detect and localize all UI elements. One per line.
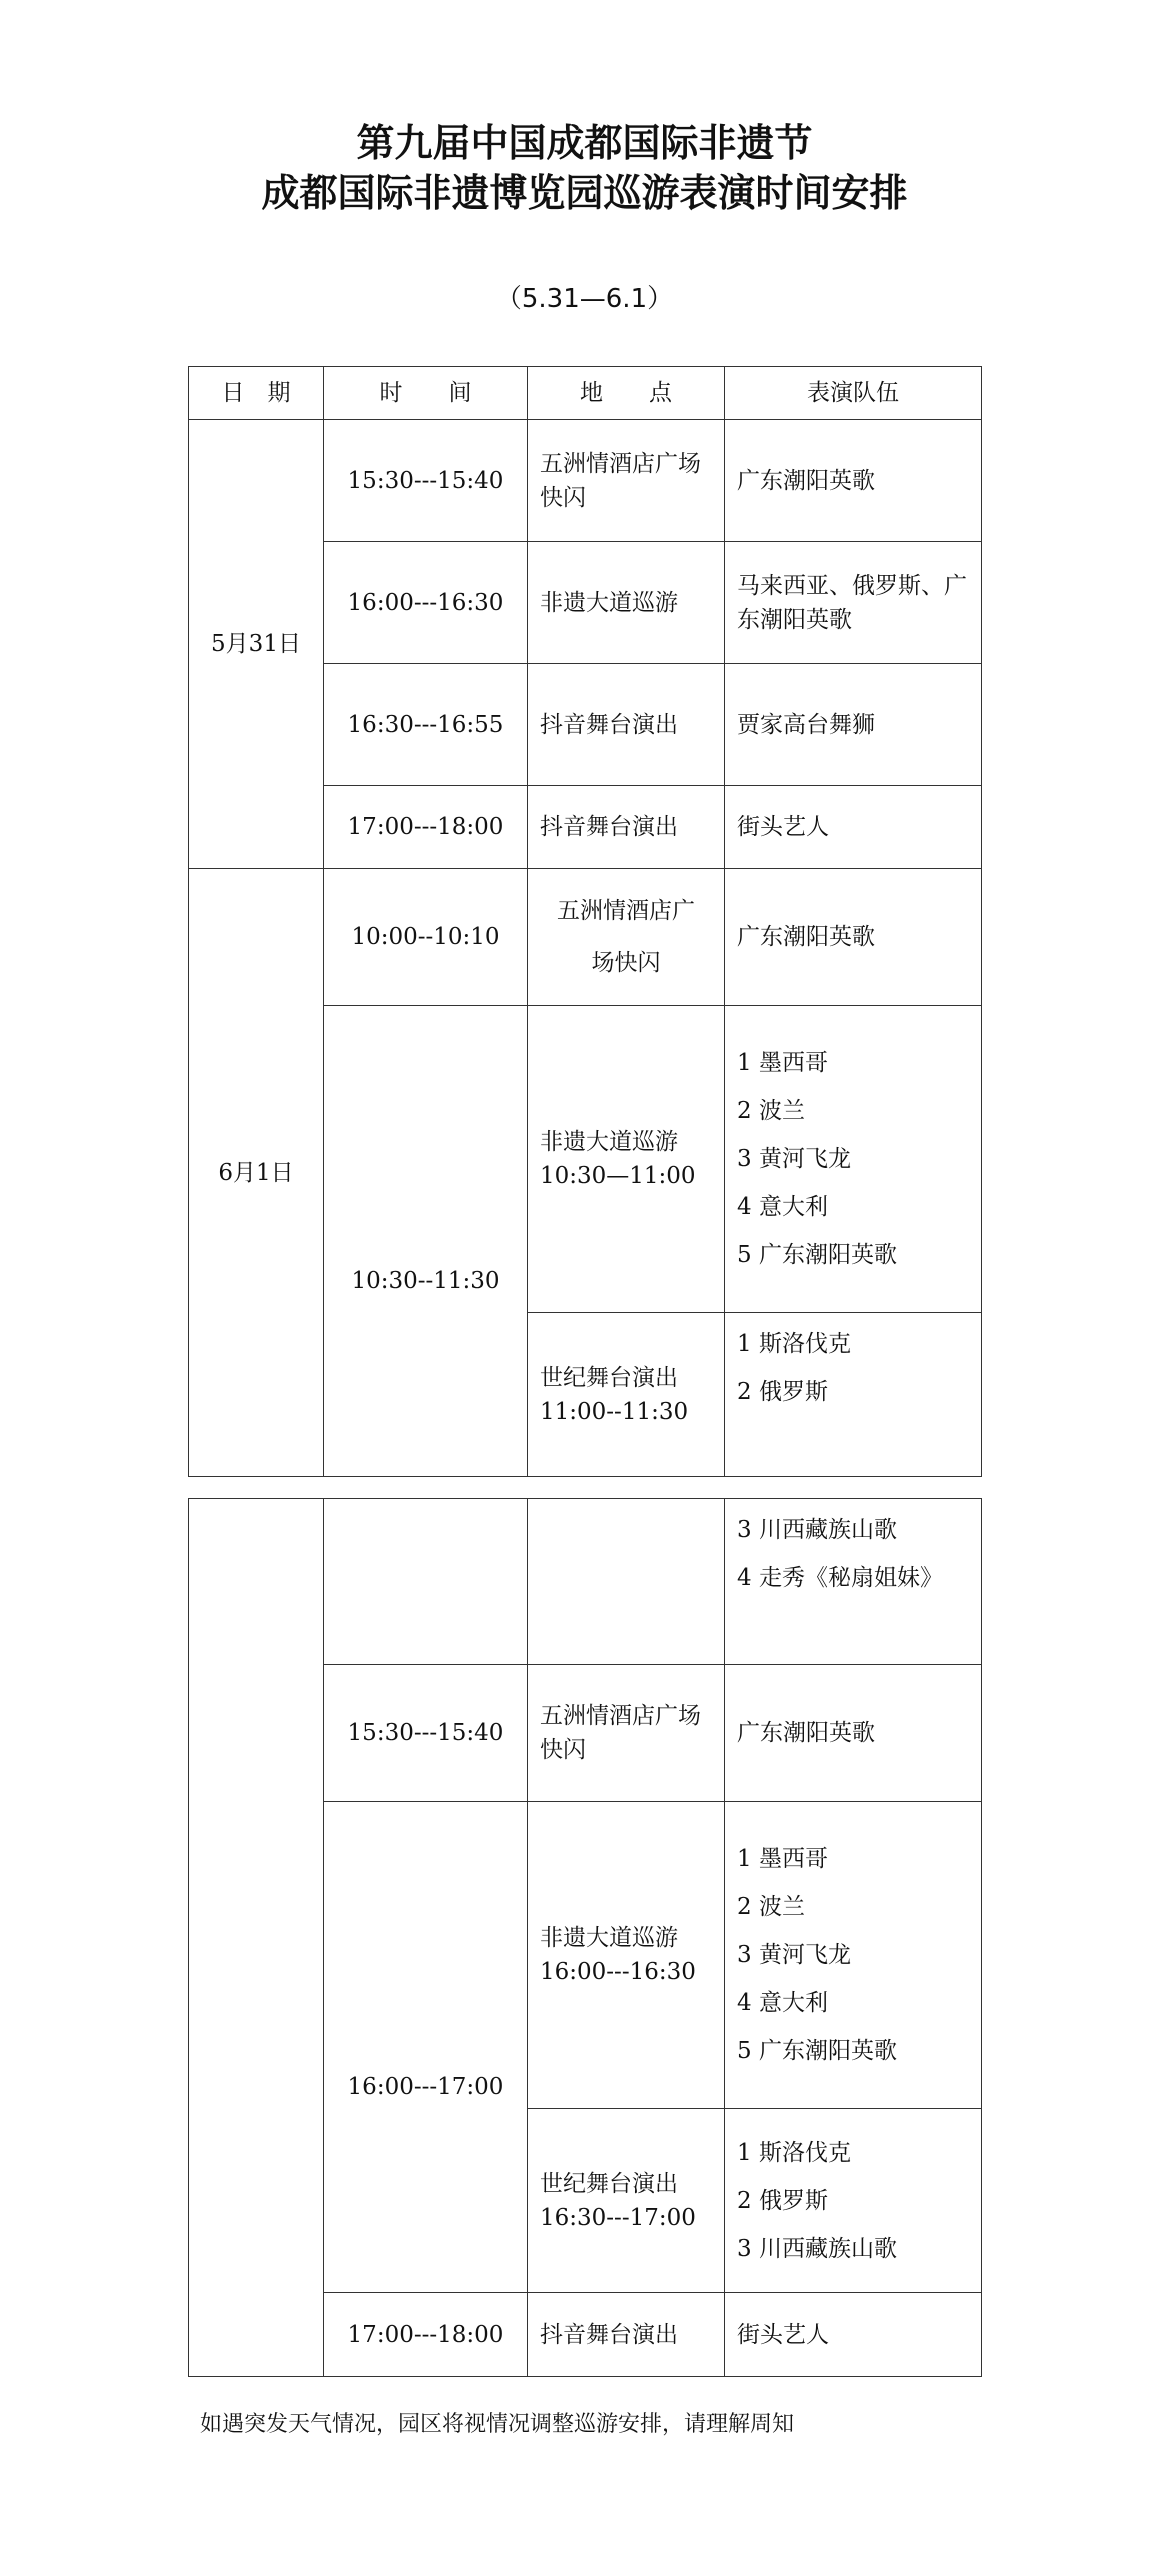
place-name: 非遗大道巡游 [540,1925,678,1951]
header-place: 地 点 [528,367,725,420]
list-item: 3 黄河飞龙 [737,1146,851,1172]
list-item: 5 广东潮阳英歌 [737,2038,897,2064]
weather-note: 如遇突发天气情况，园区将视情况调整巡游安排，请理解周知 [200,2412,795,2437]
schedule-table-part2 [188,1498,982,2377]
list-item: 2 波兰 [737,1098,805,1124]
time-cell: 16:30---16:55 [324,664,528,786]
place-cell: 抖音舞台演出 [528,664,725,786]
team-list [725,2109,982,2293]
time-cell: 10:30--11:30 [324,1006,528,1477]
place-time: 10:30—11:00 [540,1163,696,1189]
header-time: 时 间 [324,367,528,420]
team-list [725,1313,982,1477]
list-item: 4 意大利 [737,1990,828,2016]
team-cell: 广东潮阳英歌 [725,1665,982,1802]
team-cell: 街头艺人 [725,2293,982,2377]
list-item: 1 斯洛伐克 [737,2139,851,2166]
place-cell [528,869,725,1006]
team-list [725,1499,982,1665]
schedule-table-part1 [188,366,982,1477]
place-cell [528,1006,725,1313]
table-row [189,1499,982,1665]
place-line: 五洲情酒店广 [557,898,695,924]
time-cell-empty [324,1499,528,1665]
list-item: 3 川西藏族山歌 [737,1517,897,1543]
table-row [189,420,982,542]
team-cell: 广东潮阳英歌 [725,869,982,1006]
date-cell-empty [189,1499,324,2377]
table-row [189,869,982,1006]
time-cell: 16:00---17:00 [324,1802,528,2293]
place-line: 场快闪 [591,950,661,976]
date-cell: 6月1日 [189,869,324,1477]
team-cell: 马来西亚、俄罗斯、广东潮阳英歌 [725,542,982,664]
time-cell: 16:00---16:30 [324,542,528,664]
place-cell: 非遗大道巡游 [528,542,725,664]
list-item: 1 墨西哥 [737,1050,828,1076]
list-item: 3 黄河飞龙 [737,1942,851,1968]
list-item: 5 广东潮阳英歌 [737,1242,897,1268]
list-item: 2 波兰 [737,1894,805,1920]
header-team: 表演队伍 [725,367,982,420]
page-subtitle: 成都国际非遗博览园巡游表演时间安排 [261,171,908,215]
place-time: 11:00--11:30 [540,1398,689,1425]
time-cell: 17:00---18:00 [324,2293,528,2377]
place-cell: 五洲情酒店广场快闪 [528,1665,725,1802]
place-time: 16:00---16:30 [540,1959,696,1985]
team-cell: 广东潮阳英歌 [725,420,982,542]
header-date: 日 期 [189,367,324,420]
team-list [725,1802,982,2109]
place-cell: 抖音舞台演出 [528,2293,725,2377]
place-cell-empty [528,1499,725,1665]
list-item: 3 川西藏族山歌 [737,2235,897,2262]
list-item: 2 俄罗斯 [737,1379,828,1405]
place-name: 世纪舞台演出 [540,2170,678,2197]
place-cell [528,1802,725,2109]
place-cell: 抖音舞台演出 [528,786,725,869]
place-name: 非遗大道巡游 [540,1129,678,1155]
place-cell: 五洲情酒店广场快闪 [528,420,725,542]
date-range: （5.31—6.1） [495,284,674,314]
list-item: 4 意大利 [737,1194,828,1220]
time-cell: 10:00--10:10 [324,869,528,1006]
list-item: 1 墨西哥 [737,1846,828,1872]
list-item: 4 走秀《秘扇姐妹》 [737,1565,943,1591]
team-list [725,1006,982,1313]
place-time: 16:30---17:00 [540,2204,696,2231]
date-cell: 5月31日 [189,420,324,869]
time-cell: 15:30---15:40 [324,420,528,542]
time-cell: 17:00---18:00 [324,786,528,869]
list-item: 2 俄罗斯 [737,2187,828,2214]
place-name: 世纪舞台演出 [540,1364,678,1391]
place-cell [528,2109,725,2293]
page-title: 第九届中国成都国际非遗节 [356,121,813,165]
place-cell [528,1313,725,1477]
list-item: 1 斯洛伐克 [737,1331,851,1357]
team-cell: 街头艺人 [725,786,982,869]
table-header-row [189,367,982,420]
time-cell: 15:30---15:40 [324,1665,528,1802]
team-cell: 贾家高台舞狮 [725,664,982,786]
